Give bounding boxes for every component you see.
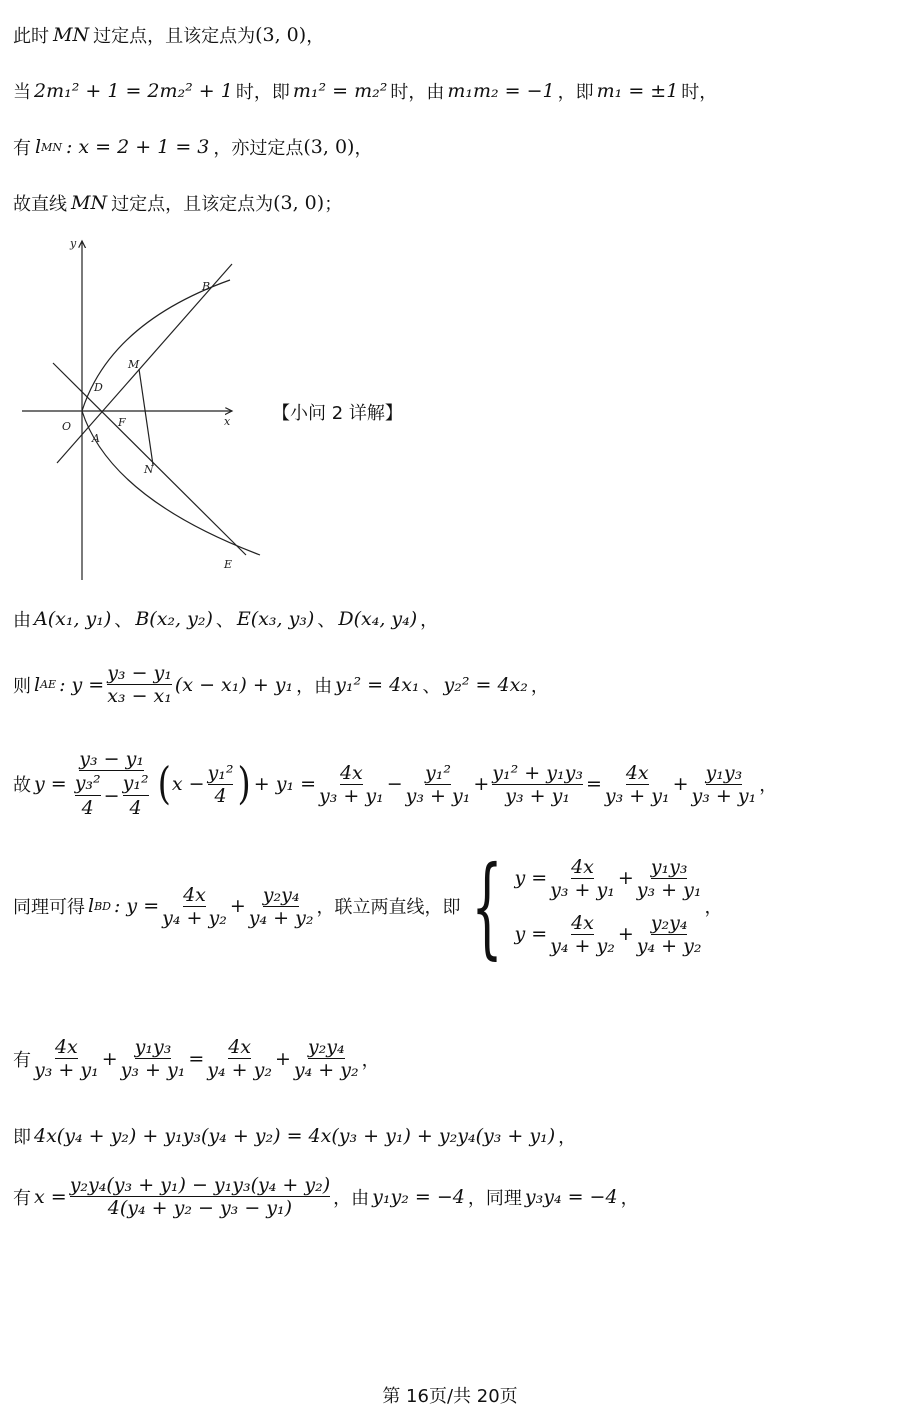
line-1: 此时 MN 过定点，且该定点为 (3, 0) ，	[13, 24, 325, 47]
label-b: B	[202, 280, 211, 293]
label-m: M	[128, 358, 140, 371]
fraction: $\frac{\text{y₃ − y₁}}{\text{x₃ − x₁}}$	[107, 662, 172, 707]
parabola-figure	[20, 233, 270, 583]
label-a: A	[92, 432, 100, 445]
line-6: 则 l AE : y = $\frac{\text{y₃ − y₁}}{\text{x₃ − x₁}}$ (x − x₁) + y₁ ，由 y₁² = 4x₁ 、 y₂² = 4x₂ ，	[13, 662, 549, 707]
line-bd	[57, 264, 232, 463]
fraction-compound: y₃ − y₁ $\frac{\text{y₃²}}{4}$ − $\frac{\text{y₁²}}{4}$	[74, 748, 149, 819]
line-10: 即 4x(y₄ + y₂) + y₁y₃(y₄ + y₂) = 4x(y₃ + y₁) + y₂y₄(y₃ + y₁) ，	[13, 1125, 577, 1148]
line-9: 有 $\frac{4x}{\text{y₃ + y₁}}$ + $\frac{\text{y₁y₃}}{\text{y₃ + y₁}}$ = $\frac{4x}{\text{y₄ + y₂}}$ + $\frac{\text{y₂y₄}}{\text{y₄ + y₂}}$ ，	[13, 1036, 380, 1081]
math-eq-c: m₁m₂ = −1	[447, 80, 555, 102]
label-o: O	[62, 420, 72, 433]
equation-system: y = $\frac{4x}{\text{y₃ + y₁}}$ + $\frac{\text{y₁y₃}}{\text{y₃ + y₁}}$ y = $\frac{4x}{\text{y₄ + y₂}}$ + $\frac{\text{y₂y₄}}{\text{y₄ + y₂}}$	[514, 855, 702, 957]
line-2: 当 2m₁² + 1 = 2m₂² + 1 时，即 m₁² = m₂² 时，由 m₁m₂ = −1 ，即 m₁ = ±1 时，	[13, 80, 718, 103]
section-title: 【小问 2 详解】	[272, 403, 403, 424]
math-eq-d: m₁ = ±1	[596, 80, 679, 102]
label-x: x	[224, 415, 231, 428]
label-y: y	[70, 237, 77, 250]
line-11: 有 x = $\frac{\text{y₂y₄(y₃ + y₁) − y₁y₃(y₄ + y₂)}}{\text{4(y₄ + y₂ − y₃ − y₁)}}$ ，由 y₁y₂ = −4 ，同理 y₃y₄ = −4 ，	[13, 1174, 639, 1219]
math-mn: MN	[53, 24, 90, 46]
label-d: D	[94, 381, 103, 394]
line-3: 有 l MN : x = 2 + 1 = 3 ，亦过定点 (3, 0) ，	[13, 136, 373, 159]
line-4: 故直线 MN 过定点，且该定点为 (3, 0) ；	[13, 192, 343, 215]
label-e: E	[224, 558, 233, 571]
math-point: (3, 0)	[255, 24, 307, 46]
page-footer: 第 16页/共 20页	[382, 1386, 518, 1407]
line-7: 故 y = y₃ − y₁ $\frac{\text{y₃²}}{4}$ − $\frac{\text{y₁²}}{4}$ ( x − $\frac{\text{y₁²}}{4}$ ) + y₁ = $\frac{4x}{\text{y₃ + y₁}}$ − $\frac{\text{y₁²}}{\text{y₃ + y₁}}$ + $\frac{\text{y₁² + y₁y₃}}{\text{y₃ + y₁}}$ = $\frac{4x}{\text{y₃ + y₁}}$ + $\frac{\text{y₁y₃}}{\text{y₃ + y₁}}$ ，	[13, 748, 778, 819]
math-eq-b: m₁² = m₂²	[292, 80, 388, 102]
parabola-curve	[82, 280, 260, 555]
line-5: 由 A(x₁, y₁) 、 B(x₂, y₂) 、 E(x₃, y₃) 、 D(x₄, y₄) ，	[13, 608, 439, 631]
label-f: F	[118, 416, 126, 429]
line-8: 同理可得 l BD : y = $\frac{4x}{\text{y₄ + y₂}}$ + $\frac{\text{y₂y₄}}{\text{y₄ + y₂}}$ ，联立两直线，即 { y = $\frac{4x}{\text{y₃ + y₁}}$ + $\frac{\text{y₁y₃}}{\text{y₃ + y₁}}$ y = $\frac{4x}{\text{y₄ + y₂}}$ + $\frac{\text{y₂y₄}}{\text{y₄ + y₂}}$ ，	[13, 842, 723, 970]
math-eq: : x = 2 + 1 = 3	[65, 136, 210, 158]
math-eq-a: 2m₁² + 1 = 2m₂² + 1	[34, 80, 233, 102]
label-n: N	[144, 463, 154, 476]
